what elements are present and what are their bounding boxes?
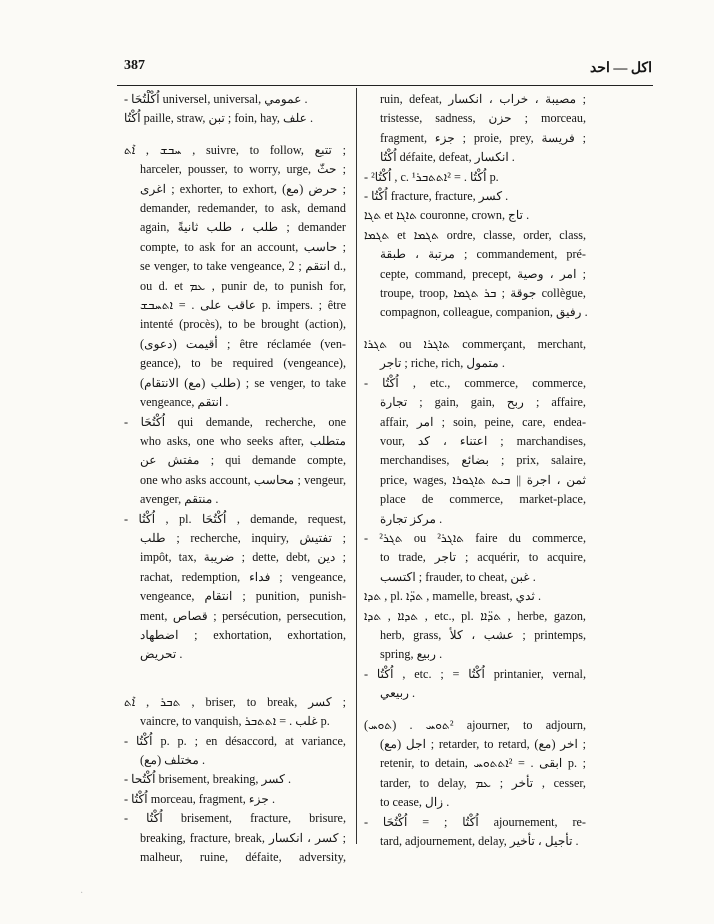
text-line: ܬܓܐ et ܬܐܓܐ couronne, crown, تاج . <box>364 208 530 223</box>
text-line: مفتش عن ; qui demande compte, <box>140 453 346 468</box>
text-line: to cease, زال . <box>380 795 450 810</box>
text-line: again, طلب ، طلب ثانيةً ; demander <box>140 220 346 235</box>
text-line: ruin, defeat, مصيبة ، خراب ، انكسار ; <box>380 92 587 106</box>
text-line: ment, قصاص ; persécution, persecution, <box>140 608 346 623</box>
text-line: demander, redemander, to ask, demand <box>140 201 346 216</box>
text-line: fragment, جزء ; proie, prey, فريسة ; <box>380 130 586 145</box>
text-line: (دعوى) أقيمت ; être réclamée (ven- <box>140 336 346 351</box>
text-line: اكتسب ; frauder, to cheat, غبن . <box>380 569 536 584</box>
text-line: - اُكْتُا brisement, fracture, brisure, <box>124 811 346 826</box>
text-line: - اُكْتُا , etc., commerce, commerce, <box>364 375 586 390</box>
text-line: one who asks account, محاسب ; vengeur, <box>140 472 346 487</box>
entry-gap <box>364 704 586 716</box>
text-line: عاقب على . = ܐܬܚܒܫ p. impers. ; être <box>140 298 346 313</box>
text-line: herb, grass, عشب ، كلأ ; printemps, <box>380 627 586 642</box>
right-column <box>364 90 586 851</box>
entry-gap <box>124 665 346 693</box>
text-line: tarder, to delay, تأخر ; ܥܡ , cesser, <box>380 775 586 790</box>
text-line: - ²اُكْتُا , c. ¹اُكْتُا . = ²ܐܬܬܒܪ p. <box>364 169 499 184</box>
text-line: vour, اعتناء ، كد ; marchandises, <box>380 433 586 448</box>
text-line: ou d. et ܥܡ , punir de, to punish for, <box>140 278 347 293</box>
column-divider <box>356 88 357 844</box>
text-line: avenger, منتقم . <box>140 492 219 507</box>
running-head: اكل — احد <box>589 61 652 76</box>
text-line: vengeance, انتقم . <box>140 395 229 410</box>
corner-mark: · <box>80 888 84 899</box>
text-line: compagnon, colleague, companion, رفيق . <box>380 305 588 320</box>
text-line: retenir, to detain, ابقى . = ²ܐܬܬܘܚ p. ; <box>380 756 586 771</box>
entry-gap <box>364 323 586 335</box>
text-line: - اُكْتُا p. p. ; en désaccord, at variance, <box>124 733 346 748</box>
text-line: مرتبة ، طبقة ; commandement, pré- <box>380 247 586 262</box>
text-line: spring, ربيع . <box>380 647 443 662</box>
text-line: geance), to be required (vengeance), <box>140 356 346 371</box>
text-line: - اُكْلْتُحَا universel, universal, عمومي . <box>124 92 308 106</box>
text-line: - اُكْتُا ; = اُكْتُحَا ajournement, re- <box>364 814 586 829</box>
text-line: تاجر ; riche, rich, متمول . <box>380 356 505 371</box>
text-line: se venger, to take vengeance, انتقم ; 2 d., <box>140 259 347 274</box>
text-line: to trade, تاجر ; acquérir, to acquire, <box>380 550 586 565</box>
text-line: compte, to ask for an account, حاسب ; <box>140 239 346 254</box>
text-line: who asks, one who seeks after, متطلب <box>140 433 346 448</box>
text-line: مركز تجارة . <box>380 511 443 526</box>
text-line: - اُكْتُا fracture, fracture, كسر . <box>364 189 509 204</box>
text-line: اغرى ; exhorter, to exhort, حرض (مع) ; <box>140 181 346 196</box>
text-line: price, wages, ثمن ، اجرة || ܒܝܬ ܬܐܓܘܪܐ <box>380 472 586 487</box>
text-line: rachat, redemption, فداء ; vengeance, <box>140 569 346 584</box>
entry-gap <box>124 129 346 141</box>
text-line: (ܬܘܚ) . ²ܬܘܚ ajourner, to adjourn, <box>364 717 586 732</box>
text-line: - اُكْتُا morceau, fragment, جزء . <box>124 791 275 806</box>
header-rule <box>117 85 653 86</box>
text-line: اضطهاد ; exhortation, exhortation, <box>140 627 346 642</box>
text-line: impôt, tax, ضريبة ; dette, debt, دين ; <box>140 550 346 565</box>
text-line: ܬܒܪ , ܐܶܬ , briser, to break, كسر ; <box>124 694 346 709</box>
text-line: troupe, troop, جوقة ; ܒܪ ܬܓܡܐ collègue, <box>380 286 586 301</box>
text-line: merchandises, بضائع ; prix, salaire, <box>380 453 586 468</box>
text-line: vaincre, to vanquish, غلب . = ܐܬܬܒܪ p. <box>140 714 330 729</box>
text-line: ܚܒܫ , ܐܶܬ , suivre, to follow, تتبع ; <box>124 142 347 157</box>
text-line: tristesse, sadness, حزن ; morceau, <box>380 111 587 126</box>
text-line: اُكْتُا défaite, defeat, انكسار . <box>380 150 515 165</box>
text-line: ܬܕܐܐ , ܬܕܐ , etc., pl. ܬܕ̈ܐܐ , herbe, gazon, <box>364 608 586 623</box>
text-line: - اُكْتُحَا qui demande, recherche, one <box>124 414 346 429</box>
text-line: - ²ܬܓܪ ou ²ܬܐܓܪ faire du commerce, <box>364 530 587 545</box>
text-line: ܬܓܡܐ et ܬܓܡܐ ordre, classe, order, class, <box>364 227 587 242</box>
left-column <box>124 90 346 867</box>
text-line: intenté (procès), to be brought (action), <box>140 317 346 332</box>
text-line: تحريض . <box>140 647 183 662</box>
text-line: vengeance, انتقام ; punition, punish- <box>140 589 346 604</box>
text-line: place de commerce, market-place, <box>380 492 586 507</box>
text-line: breaking, fracture, break, كسر ، انكسار ; <box>140 830 346 845</box>
text-line: (طلب (مع) الانتقام) ; se venger, to take <box>140 375 347 390</box>
text-line: - اُكْتُا , pl. اُكْتُحَا , demande, request, <box>124 511 347 526</box>
text-line: ربيعي . <box>380 686 416 701</box>
text-line: اُكْتُا paille, straw, تبن ; foin, hay, علف . <box>124 111 314 126</box>
text-line: مختلف (مع) . <box>140 753 205 767</box>
text-line: (مع) اجل ; retarder, to retard, (مع) اخر ; <box>380 737 586 751</box>
text-line: طلب ; recherche, inquiry, تفتيش ; <box>140 530 346 545</box>
text-line: - اُكْتُا , etc. ; = اُكْتُا printanier, vernal, <box>364 666 586 681</box>
page-number: 387 <box>124 58 145 73</box>
text-line: affair, امر ; soin, peine, care, endea- <box>380 414 586 429</box>
text-line: tard, adjournement, delay, تأجيل ، تأخير . <box>380 834 579 849</box>
text-line: harceler, pousser, to worry, urge, حثّ ; <box>140 162 346 177</box>
text-line: malheur, ruine, défaite, adversity, <box>140 850 346 865</box>
text-line: ܬܓܪܐ ou ܬܐܓܪܐ commerçant, merchant, <box>364 336 586 351</box>
text-line: cepte, command, precept, امر ، وصية ; <box>380 266 586 281</box>
text-line: تجارة ; gain, gain, ربح ; affaire, <box>380 395 586 410</box>
text-line: ܬܕܐ , pl. ܬܕ̈ܐ , mamelle, breast, ثدي . <box>364 589 542 604</box>
text-line: - اُكْتُحا brisement, breaking, كسر . <box>124 772 291 787</box>
